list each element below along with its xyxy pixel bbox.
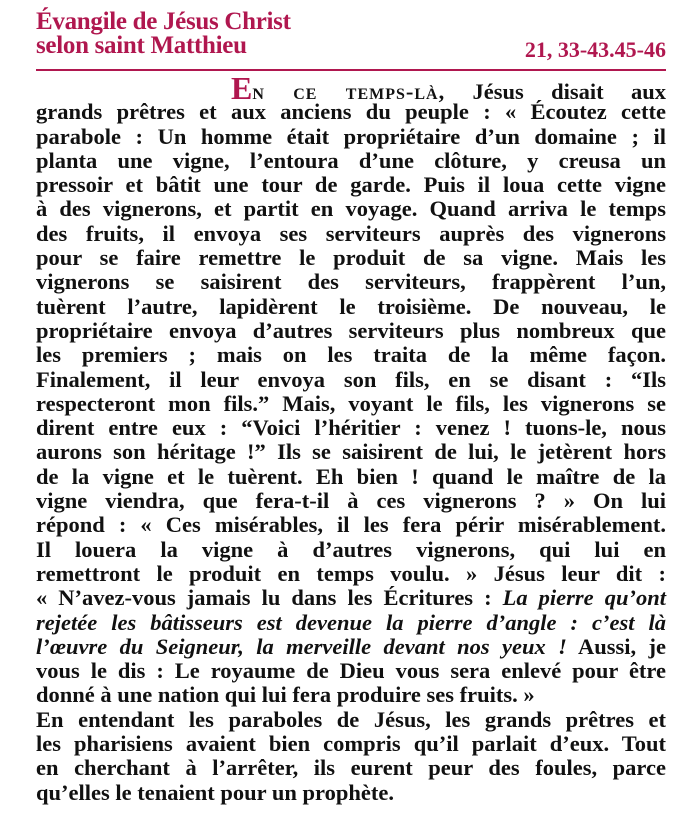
- text-line: [36, 781, 666, 805]
- text-line: [36, 270, 666, 294]
- text-segment: parabole : Un homme était propriétaire d’un domaine ; il: [36, 123, 666, 149]
- text-line: [36, 343, 666, 367]
- text-segment: remettront le produit en temps voulu. » Jésus leur dit :: [36, 560, 666, 586]
- gospel-header: [36, 8, 666, 62]
- text-segment: des fruits, il envoya ses serviteurs auprès des vignerons: [36, 220, 666, 246]
- text-line: [36, 635, 666, 659]
- text-segment: respecteront mon fils.” Mais, voyant le fils, les vignerons se: [36, 390, 666, 416]
- text-line: [36, 70, 666, 106]
- text-segment: propriétaire envoya d’autres serviteurs plus nombreux que: [36, 317, 666, 343]
- text-line: [36, 611, 666, 635]
- text-segment: les pharisiens avaient bien compris qu’il parlait d’eux. Tout: [36, 731, 666, 757]
- text-segment: En entendant les paraboles de Jésus, les grands prêtres et: [36, 706, 666, 732]
- text-line: [36, 197, 666, 221]
- text-line: [36, 173, 666, 197]
- text-segment: Finalement, il leur envoya son fils, en se disant : “Ils: [36, 366, 666, 392]
- text-line: [36, 246, 666, 270]
- text-line: [36, 100, 666, 124]
- gospel-text: [36, 70, 666, 805]
- text-segment: tuèrent l’autre, lapidèrent le troisième. De nouveau, le: [36, 293, 666, 319]
- text-line: [36, 732, 666, 756]
- text-line: [36, 440, 666, 464]
- text-segment: Il louera la vigne à d’autres vignerons, qui lui en: [36, 536, 666, 562]
- text-line: [36, 659, 666, 683]
- text-line: [36, 562, 666, 586]
- text-line: [36, 756, 666, 780]
- text-line: [36, 368, 666, 392]
- text-line: [36, 708, 666, 732]
- text-line: [36, 222, 666, 246]
- header-divider: [36, 69, 666, 71]
- text-segment: à des vignerons, et partit en voyage. Quand arriva le temps: [36, 196, 666, 222]
- text-line: [36, 465, 666, 489]
- text-segment: qu’elles le tenaient pour un prophète.: [36, 779, 394, 805]
- text-line: [36, 295, 666, 319]
- text-segment: de la vigne et le tuèrent. Eh bien ! quand le maître de la: [36, 463, 666, 489]
- text-segment: les premiers ; mais on les traita de la même façon.: [36, 342, 666, 368]
- text-line: [36, 149, 666, 173]
- text-segment: planta une vigne, l’entoura d’une clôture, y creusa un: [36, 147, 666, 173]
- text-line: [36, 538, 666, 562]
- text-segment: Jésus disait aux: [445, 79, 666, 104]
- text-line: [36, 125, 666, 149]
- text-segment: en cherchant à l’arrêter, ils eurent peur des foules, parce: [36, 755, 666, 781]
- text-segment: vignerons se saisirent des serviteurs, frappèrent l’un,: [36, 269, 666, 295]
- text-line: [36, 586, 666, 610]
- gospel-title-line1: Évangile de Jésus Christ: [36, 8, 291, 35]
- scripture-quote: rejetée les bâtisseurs est devenue la pierre d’angle : c’est là: [36, 609, 666, 635]
- opening-smallcaps: n ce temps-là,: [252, 79, 446, 104]
- text-line: [36, 683, 666, 707]
- text-segment: Aussi, je: [566, 633, 666, 659]
- scripture-quote: La pierre qu’ont: [502, 585, 666, 611]
- scripture-reference: 21, 33-43.45-46: [524, 37, 666, 62]
- text-segment: répond : « Ces misérables, il les fera périr misérablement.: [36, 512, 666, 538]
- gospel-title-line2: selon saint Matthieu: [36, 32, 247, 59]
- text-segment: dirent entre eux : “Voici l’héritier : venez ! tuons-le, nous: [36, 415, 666, 441]
- text-segment: « N’avez-vous jamais lu dans les Écritures :: [36, 585, 503, 611]
- text-line: [36, 319, 666, 343]
- text-segment: vous le dis : Le royaume de Dieu vous sera enlevé pour être: [36, 658, 666, 684]
- scripture-quote: l’œuvre du Seigneur, la merveille devant nos yeux !: [36, 633, 567, 659]
- text-segment: aurons son héritage !” Ils se saisirent de lui, le jetèrent hors: [36, 439, 666, 465]
- text-segment: pour se faire remettre le produit de sa vigne. Mais les: [36, 245, 666, 271]
- text-line: [36, 392, 666, 416]
- text-segment: grands prêtres et aux anciens du peuple : « Écoutez cette: [36, 99, 666, 125]
- text-line: [36, 489, 666, 513]
- dropcap: E: [231, 70, 253, 106]
- text-line: [36, 416, 666, 440]
- text-segment: donné à une nation qui lui fera produire ses fruits. »: [36, 682, 535, 708]
- text-segment: pressoir et bâtit une tour de garde. Puis il loua cette vigne: [36, 172, 666, 198]
- text-line: [36, 513, 666, 537]
- text-segment: vigne viendra, que fera-t-il à ces vignerons ? » On lui: [36, 488, 666, 514]
